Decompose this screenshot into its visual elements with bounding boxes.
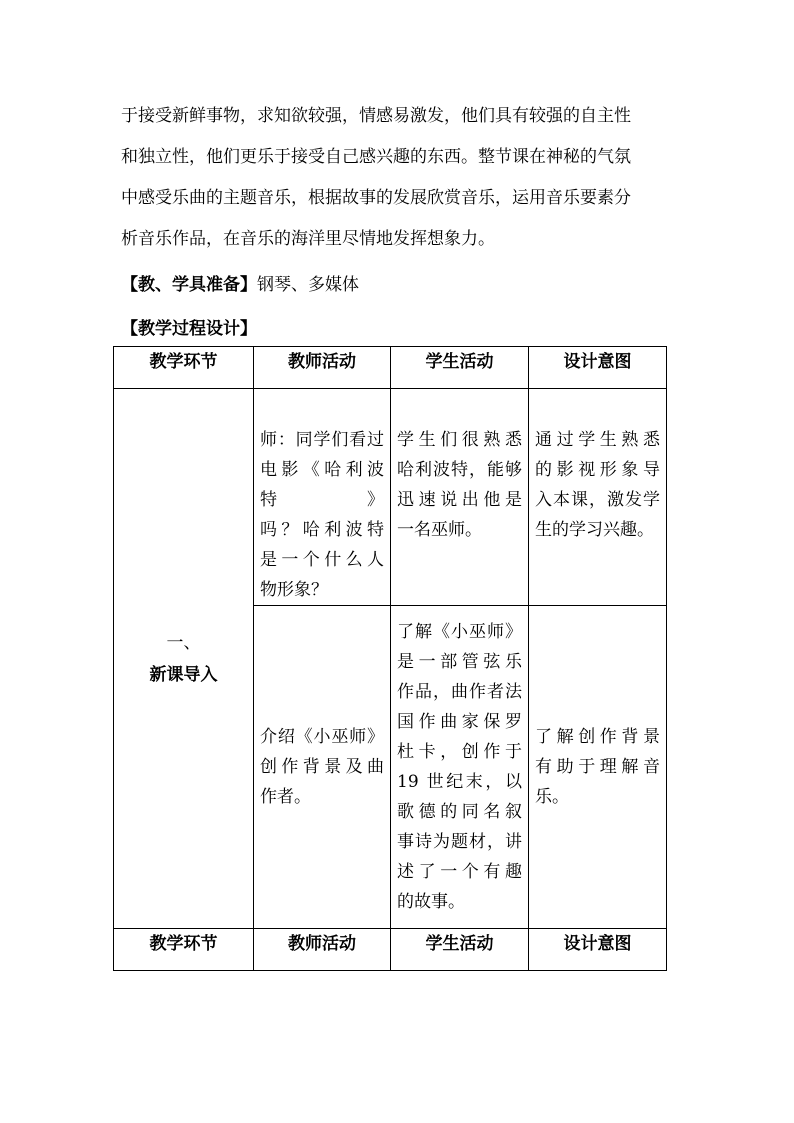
header-teacher: 教师活动: [254, 347, 391, 389]
cell-line: 了解创作背景: [535, 727, 660, 747]
materials-text: 钢琴、多媒体: [257, 275, 359, 295]
cell-line: 述了一个有趣: [397, 862, 522, 882]
cell-line: 歌德的同名叙: [397, 802, 522, 822]
cell-line: 国作曲家保罗: [397, 712, 522, 732]
intro-paragraph: [121, 101, 676, 255]
cell-line: 事诗为题材，讲: [397, 832, 522, 852]
table-header-row: [114, 929, 667, 971]
cell-line: 师：同学们看过: [260, 430, 384, 450]
cell-line: 是一部管弦乐: [397, 652, 522, 672]
stage-name: 新课导入: [149, 664, 218, 685]
stage-cell: [114, 389, 254, 929]
stage-number: 一、: [166, 632, 201, 653]
materials-heading: 【教、学具准备】: [121, 275, 257, 295]
cell-line: 了解《小巫师》: [397, 622, 522, 642]
header-intent: 设计意图: [529, 347, 667, 389]
teacher-activity-cell: [254, 389, 391, 606]
cell-line: 创作背景及曲: [260, 757, 384, 777]
intro-line: 析音乐作品，在音乐的海洋里尽情地发挥想象力。: [121, 229, 495, 249]
cell-line: 的故事。: [397, 892, 465, 912]
cell-line: 杜卡，创作于: [397, 742, 522, 762]
cell-line: 哈利波特，能够: [397, 460, 522, 480]
process-design-heading: 【教学过程设计】: [121, 319, 257, 339]
design-intent-cell: [529, 606, 667, 929]
intro-line: 和独立性，他们更乐于接受自己感兴趣的东西。整节课在神秘的气氛: [121, 147, 631, 167]
header-teacher: 教师活动: [254, 929, 391, 971]
materials-line: [121, 270, 359, 295]
table-row: [114, 389, 667, 606]
header-student: 学生活动: [391, 929, 529, 971]
header-stage: 教学环节: [114, 929, 254, 971]
design-intent-cell: [529, 389, 667, 606]
cell-line: 一名巫师。: [397, 520, 482, 540]
cell-line: 迅速说出他是: [397, 490, 522, 510]
cell-line: 物形象？: [260, 580, 328, 600]
header-stage: 教学环节: [114, 347, 254, 389]
cell-line: 19 世纪末，以: [397, 772, 522, 792]
cell-line: 作者。: [260, 787, 311, 807]
intro-line: 于接受新鲜事物，求知欲较强，情感易激发，他们具有较强的自主性: [121, 106, 631, 126]
table-header-row: [114, 347, 667, 389]
cell-line: 乐。: [535, 787, 569, 807]
cell-line: 通过学生熟悉: [535, 430, 660, 450]
cell-line: 介绍《小巫师》: [260, 727, 384, 747]
cell-line: 入本课，激发学: [535, 490, 660, 510]
header-student: 学生活动: [391, 347, 529, 389]
cell-line: 电影《哈利波特》: [260, 460, 384, 510]
lesson-table: [113, 346, 667, 971]
intro-line: 中感受乐曲的主题音乐，根据故事的发展欣赏音乐，运用音乐要素分: [121, 188, 631, 208]
cell-line: 吗？哈利波特: [260, 520, 384, 540]
header-intent: 设计意图: [529, 929, 667, 971]
student-activity-cell: [391, 389, 529, 606]
cell-line: 学生们很熟悉: [397, 430, 522, 450]
cell-line: 是一个什么人: [260, 550, 384, 570]
cell-line: 的影视形象导: [535, 460, 660, 480]
teacher-activity-cell: [254, 606, 391, 929]
cell-line: 有助于理解音: [535, 757, 660, 777]
cell-line: 作品，曲作者法: [397, 682, 522, 702]
cell-line: 生的学习兴趣。: [535, 520, 654, 540]
student-activity-cell: [391, 606, 529, 929]
